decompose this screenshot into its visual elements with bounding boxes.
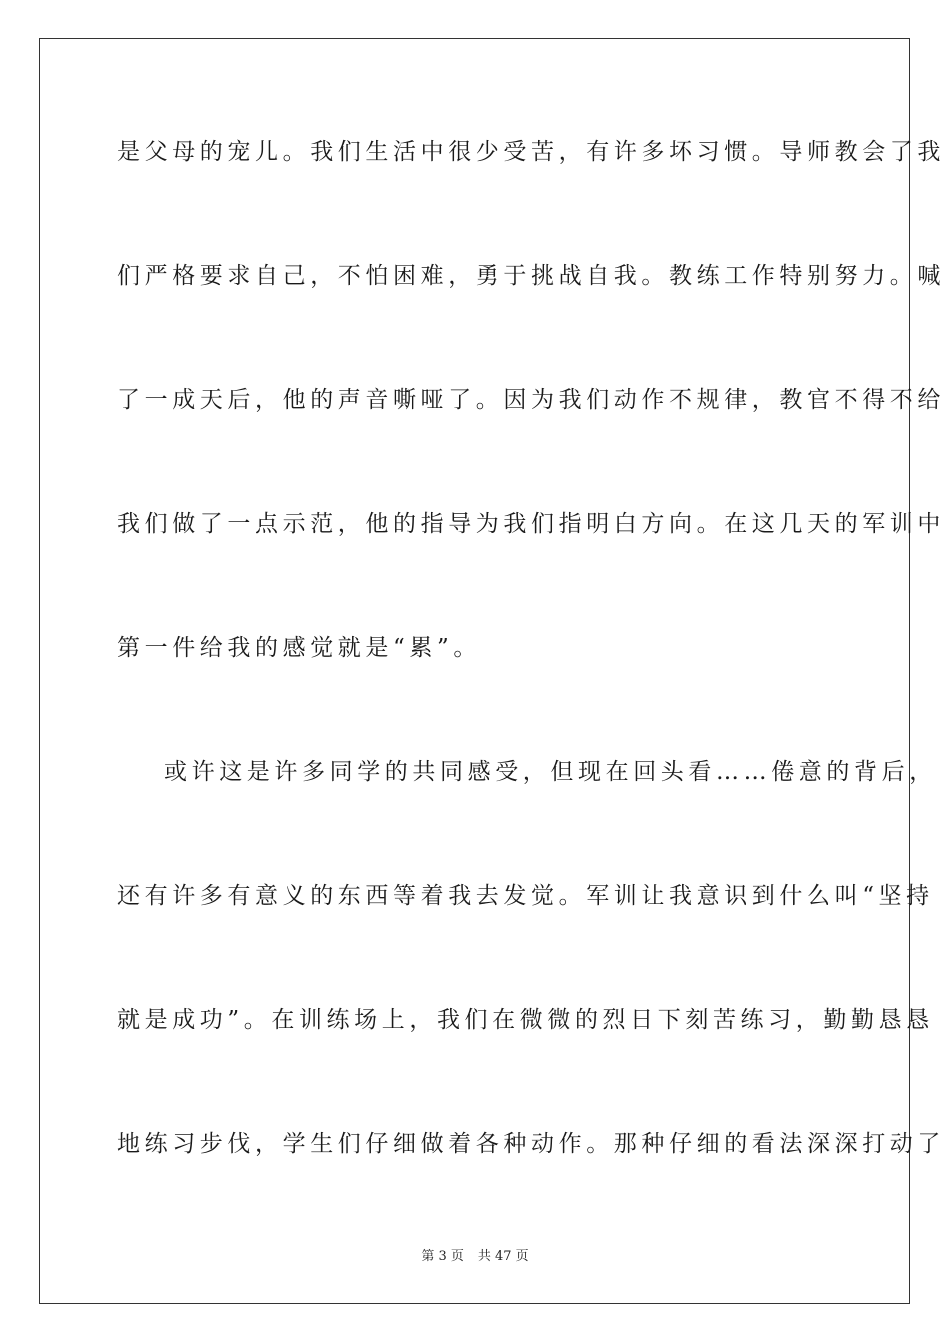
page-footer <box>0 1248 950 1266</box>
text-line-8: 就是成功”。在训练场上，我们在微微的烈日下刻苦练习，勤勤恳恳 <box>117 1007 934 1033</box>
page-total: 共 47 页 <box>477 1249 529 1264</box>
page-border <box>39 38 945 1304</box>
text-line-3: 了一成天后，他的声音嘶哑了。因为我们动作不规律，教官不得不给 <box>117 387 945 413</box>
page-number: 第 3 页 <box>421 1249 464 1264</box>
text-line-7: 还有许多有意义的东西等着我去发觉。军训让我意识到什么叫“坚持 <box>117 883 934 909</box>
text-line-9: 地练习步伐，学生们仔细做着各种动作。那种仔细的看法深深打动了 <box>117 1131 945 1157</box>
text-line-6-paragraph-start: 或许这是许多同学的共同感受，但现在回头看……倦意的背后， <box>164 759 937 785</box>
text-line-4: 我们做了一点示范，他的指导为我们指明白方向。在这几天的军训中 <box>117 511 945 537</box>
text-line-1: 是父母的宠儿。我们生活中很少受苦，有许多坏习惯。导师教会了我 <box>117 139 945 165</box>
text-line-2: 们严格要求自己，不怕困难，勇于挑战自我。教练工作特别努力。喊 <box>117 263 945 289</box>
text-line-5: 第一件给我的感觉就是“累”。 <box>117 635 481 661</box>
